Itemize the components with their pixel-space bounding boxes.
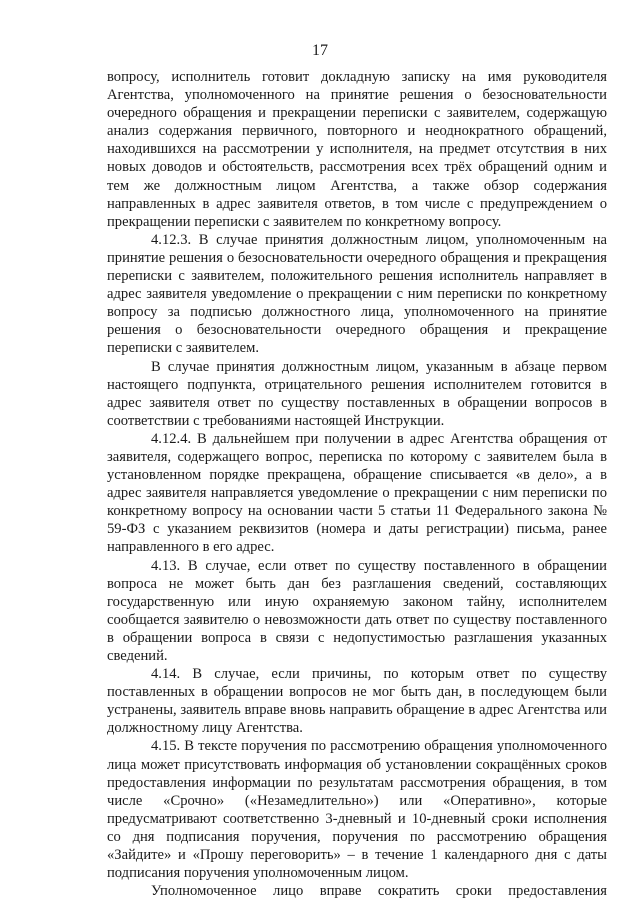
page-number: 17 [312, 42, 328, 59]
paragraph-clause-4-12-3-negative: В случае принятия должностным лицом, указанным в абзаце первом настоящего подпункта, отрицательного решения исполнителем готовится в адрес заявителя ответ по существу поставленных в обращении вопросов в соответствии с требованиями настоящей Инструкции. [107, 358, 607, 429]
paragraph-clause-4-12-4: 4.12.4. В дальнейшем при получении в адрес Агентства обращения от заявителя, содержащего вопрос, переписка по которому с заявителем была в установленном порядке прекращена, обращение списывается «в дело», а в адрес заявителя направляется уведомление о прекращении с ним переписки по конкретному вопросу на основании части 5 статьи 11 Федерального закона № 59-ФЗ с указанием реквизитов (номера и даты регистрации) письма, ранее направленного в его адрес. [107, 430, 607, 556]
paragraph-clause-4-15-tail: Уполномоченное лицо вправе сократить сроки предоставления [151, 883, 607, 900]
paragraph-clause-4-14: 4.14. В случае, если причины, по которым ответ по существу поставленных в обращении вопросов не мог быть дан, в последующем были устранены, заявитель вправе вновь направить обращение в адрес Агентства или должностному лицу Агентства. [107, 666, 607, 737]
paragraph-continuation: вопросу, исполнитель готовит докладную записку на имя руководителя Агентства, уполномоченного на принятие решения о безосновательности очередного обращения и прекращении переписки с заявителем, содержащую анализ содержания первичного, повторного и неоднократного обращений, находившихся на рассмотрении у исполнителя, на предмет отсутствия в них новых доводов и обстоятельств, рассмотрения всех трёх обращений одним и тем же должностным лицом Агентства, а также обзор содержания направленных в адрес заявителя ответов, в том числе с предупреждением о прекращении переписки с заявителем по конкретному вопросу. [107, 69, 607, 230]
paragraph-clause-4-12-3: 4.12.3. В случае принятия должностным лицом, уполномоченным на принятие решения о безосновательности очередного обращения и прекращения переписки с заявителем, положительного решения исполнитель направляет в адрес заявителя уведомление о прекращении с ним переписки по конкретному вопросу за подписью должностного лица, уполномоченного на принятие решения о безосновательности очередного обращения и прекращение переписки с заявителем. [107, 231, 607, 357]
document-body [107, 68, 607, 900]
paragraph-clause-4-15: 4.15. В тексте поручения по рассмотрению обращения уполномоченного лица может присутствовать информация об установлении сокращённых сроков предоставления информации по результатам рассмотрения обращения, в том числе «Срочно» («Незамедлительно») или «Оперативно», которые предусматривают соответственно 3-дневный и 10-дневный сроки исполнения со дня подписания поручения, поручения по рассмотрению обращения «Зайдите» и «Прошу переговорить» – в течение 1 календарного дня с даты подписания поручения уполномоченным лицом. [107, 738, 607, 882]
paragraph-clause-4-13: 4.13. В случае, если ответ по существу поставленного в обращении вопроса не может быть дан без разглашения сведений, составляющих государственную или иную охраняемую законом тайну, исполнителем сообщается заявителю о невозможности дать ответ по существу поставленного в обращении вопроса в связи с недопустимостью разглашения указанных сведений. [107, 557, 607, 664]
